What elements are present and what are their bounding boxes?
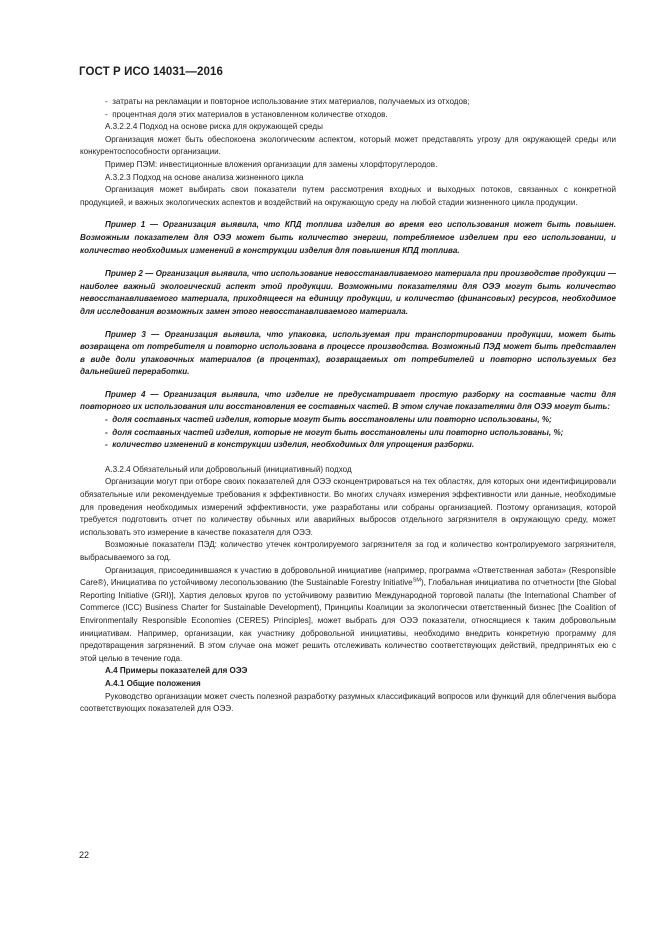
bullet-item: - затраты на рекламации и повторное использование этих материалов, получаемых из отходов; [105, 97, 470, 106]
paragraph: Организация может выбирать свои показатели путем рассмотрения входных и выходных потоков, связанных с конкретной продукцией, и важных экологических аспектов и воздействий на окружающую среду на любой стадии жизненного цикла продукции. [80, 185, 616, 207]
paragraph: Организации могут при отборе своих показателей для ОЭЭ сконцентрироваться на тех областях, для которых они идентифицировали обязательные или рекомендуемые требования к эффективности. Во многих случаях измерения эффективности или данные, необходимые для проведения необходимых измерений эффективности, уже разработаны или собраны организацией. Поэтому организация, которой требуется подготовить отчет по количеству обычных или аварийных выбросов отдельного загрязнителя в окружающую среду, может использовать это измерение в качестве показателя для ОЭЭ. [80, 477, 616, 537]
paragraph: Руководство организации может счесть полезной разработку разумных классификаций вопросов или функций для облегчения выбора соответствующих показателей для ОЭЭ. [80, 691, 616, 714]
example-4: Пример 4 — Организация выявила, что изделие не предусматривает простую разборку на составные части для повторного их использования или восстановления ее составных частей. В этом случае показателями для ОЭЭ могут быть: [80, 389, 616, 412]
paragraph: Возможные показатели ПЭД: количество утечек контролируемого загрязнителя за год и количество контролируемого загрязнителя, выбрасываемого за год. [80, 540, 616, 562]
example-4-item: - количество изменений в конструкции изделия, необходимых для упрощения разборки. [105, 440, 475, 450]
paragraph: Организация, присоединившаяся к участию в добровольной инициативе (например, программа «Ответственная забота» (Responsible Care®), Инициатива по устойчивому лесопользованию (the Sustainable Forestry Initiative℠), Глобальная инициатива по отчетности [the Global Reporting Initiative (GRI)], Хартия деловых кругов по устойчивому развитию Международной торговой палаты (the International Chamber of Commerce (ICC) Business Charter for Sustainable Development), Принципы Коалиции за экологически ответственный бизнес [the Coalition of Environmentally Responsible Economies (CERES) Principles], может выбрать для ОЭЭ показатели, относящиеся к таким добровольным инициативам. Например, организации, как участнику добровольной инициативы, необходимо внедрить конкретную программу для предотвращения загрязнений. В этом случае она может решить отслеживать количество соответствующих действий, предпринятых ею с этой целью в течение года. [80, 565, 616, 663]
example-text: Пример ПЭМ: инвестиционные вложения организации для замены хлорфторуглеродов. [105, 159, 438, 169]
page-number: 22 [79, 850, 90, 860]
example-1: Пример 1 — Организация выявила, что КПД топлива изделия во время его использования может быть повышен. Возможным показателем для ОЭЭ может быть количество энергии, потребляемое изделием при его использовании, и количество необходимых изменений в конструкции изделия для повышения КПД топлива. [80, 220, 616, 255]
section-heading: А.3.2.4 Обязательный или добровольный (инициативный) подход [105, 464, 352, 474]
section-heading: А.4 Примеры показателей для ОЭЭ [105, 666, 248, 676]
paragraph: Организация может быть обеспокоена экологическим аспектом, который может представлять угрозу для окружающей среды или конкурентоспособности организации. [80, 134, 616, 157]
standard-header: ГОСТ Р ИСО 14031—2016 [79, 66, 224, 78]
example-2: Пример 2 — Организация выявила, что использование невосстанавливаемого материала при производстве продукции — наиболее важный экологический аспект этой продукции. Возможными показателями для ОЭЭ могут быть количество невосстанавливаемого материала, приходящееся на единицу продукции, и количество (финансовых) ресурсов, необходимое для исследования возможных замен этого невосстанавливаемого материала. [80, 269, 616, 316]
section-heading: А.3.2.2.4 Подход на основе риска для окружающей среды [105, 122, 323, 132]
example-4-item: - доля составных частей изделия, которые не могут быть восстановлены или повторно использованы, %; [105, 427, 564, 437]
example-3: Пример 3 — Организация выявила, что упаковка, используемая при транспортировании продукции, может быть возвращена от потребителя и повторно использована в процессе производства. Возможный ПЭД может быть представлен в виде доли упаковочных материалов (в процентах), возвращаемых от потребителей и повторно используемых без дальнейшей переработки. [80, 329, 616, 377]
bullet-item: - процентная доля этих материалов в установленном количестве отходов. [105, 109, 388, 119]
example-4-item: - доля составных частей изделия, которые могут быть восстановлены или повторно использованы, %; [105, 415, 552, 425]
section-heading: А.3.2.3 Подход на основе анализа жизненного цикла [105, 172, 304, 182]
page-body [80, 96, 616, 716]
subsection-heading: А.4.1 Общие положения [105, 678, 201, 688]
